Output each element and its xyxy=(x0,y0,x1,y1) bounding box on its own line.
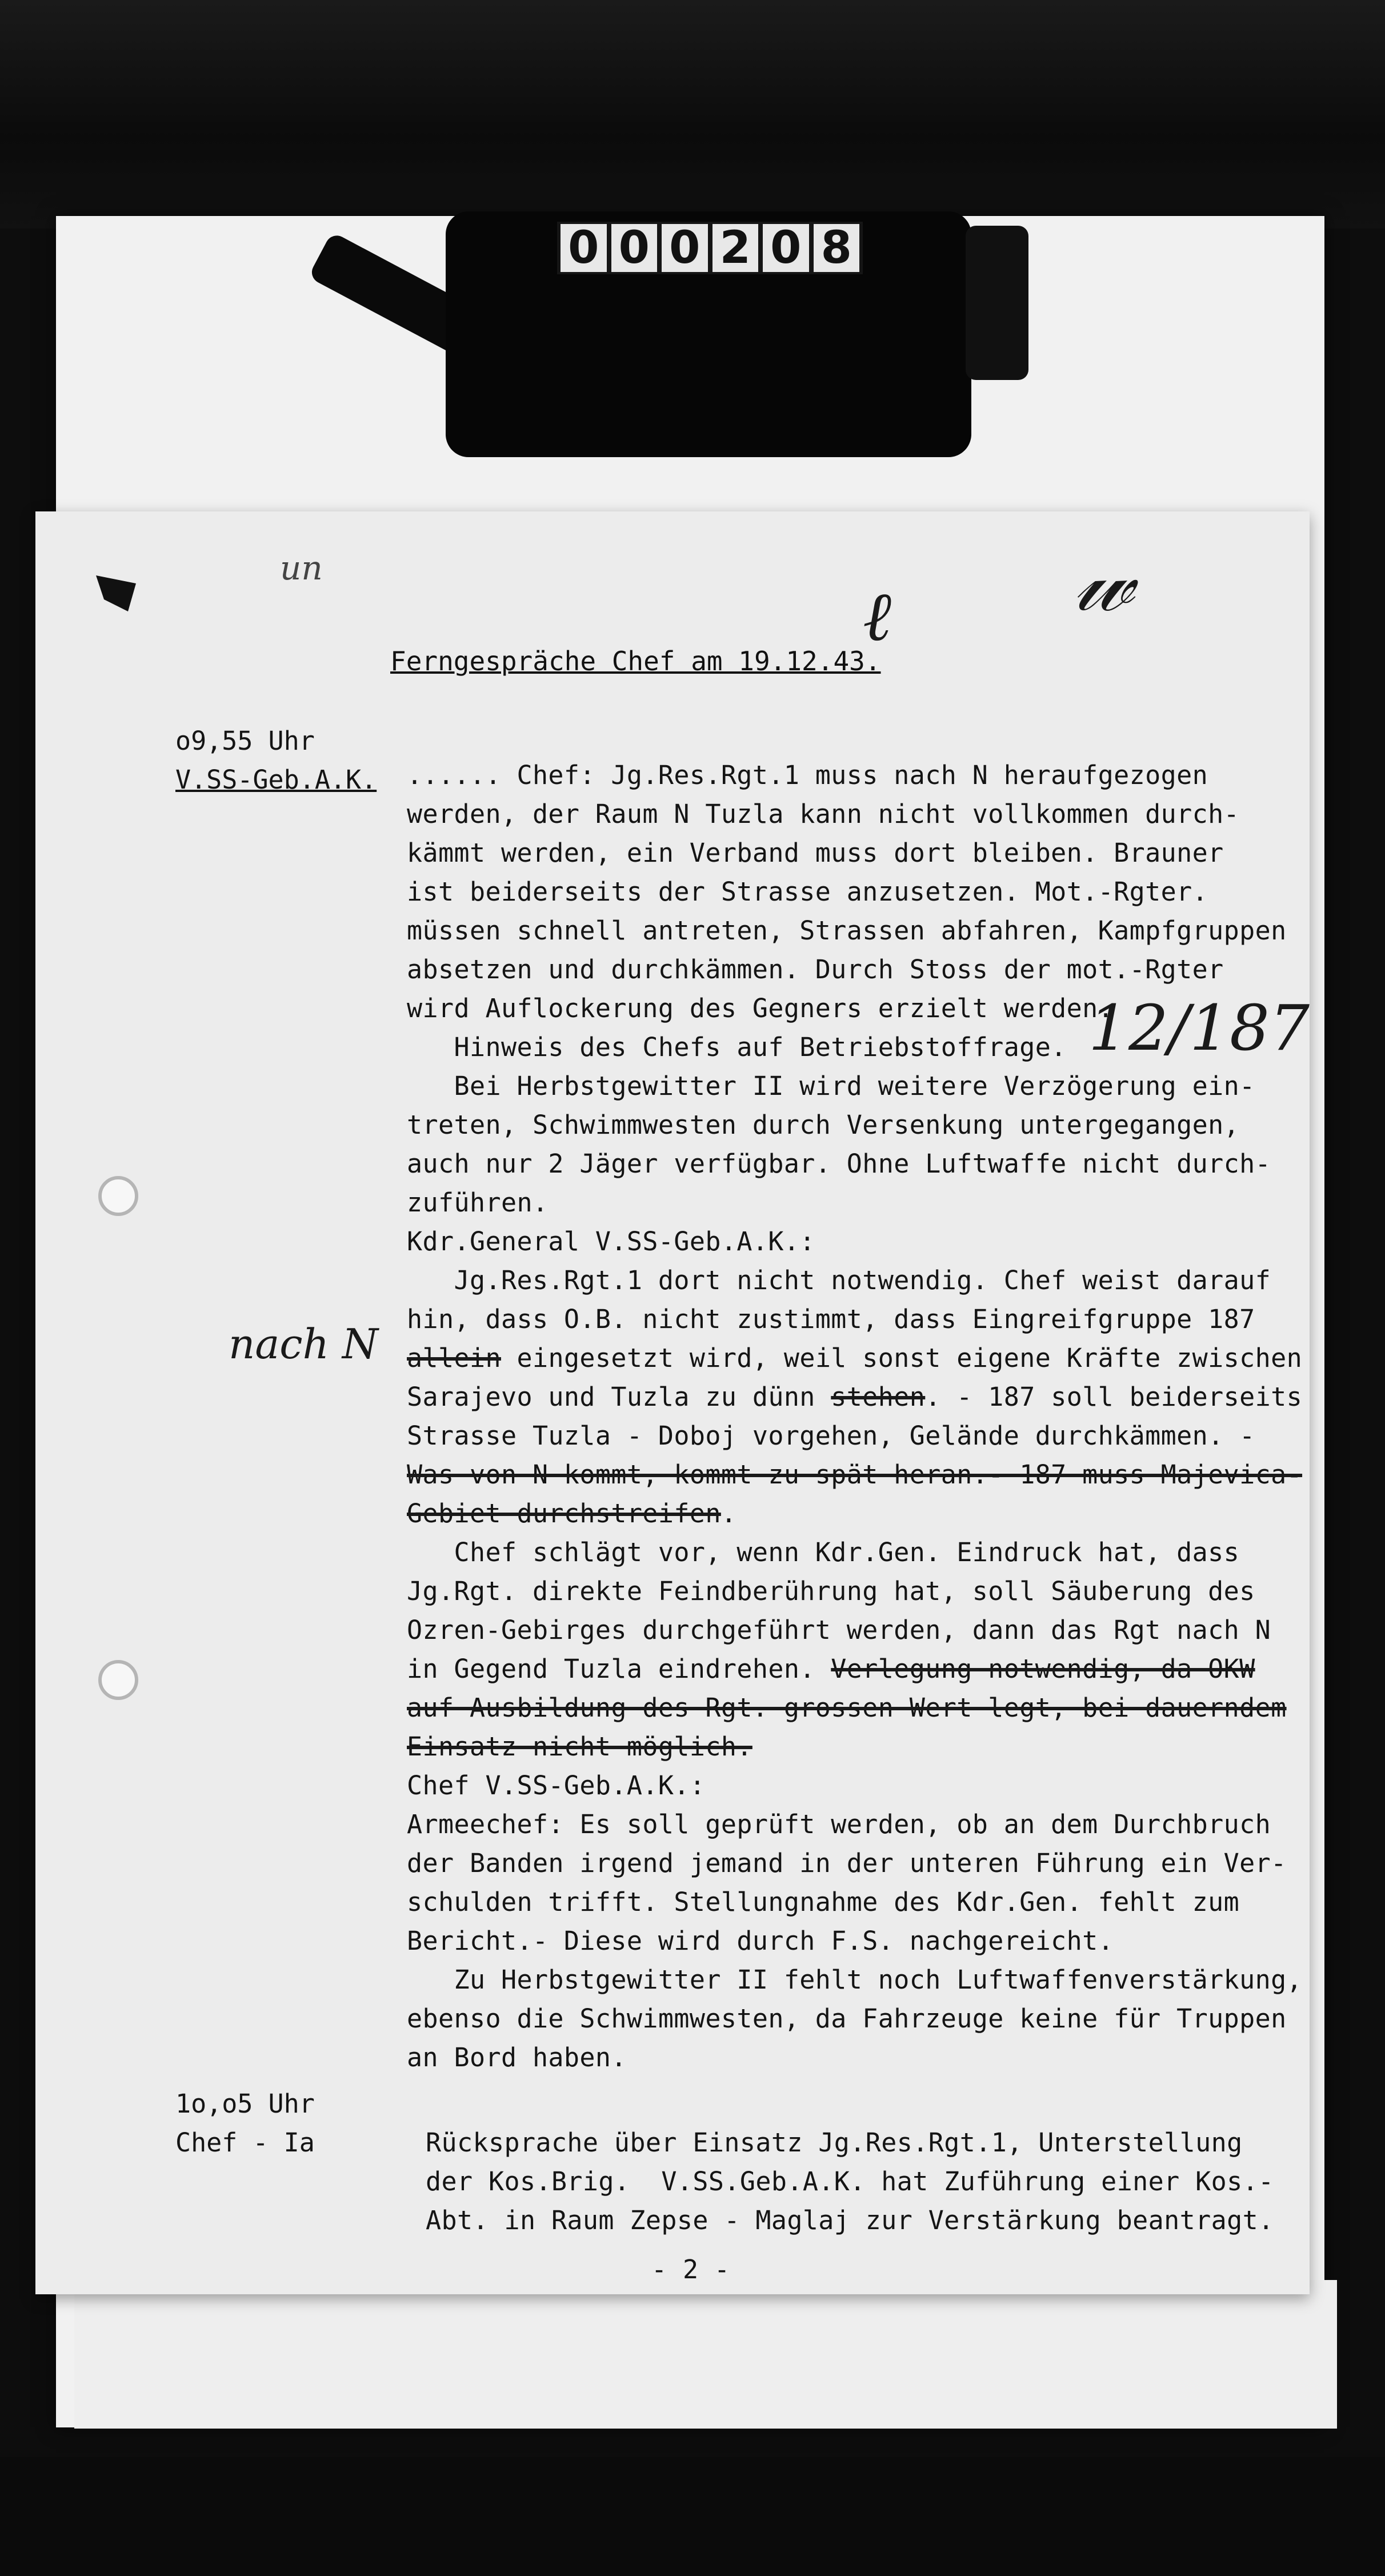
handwritten-code: 12/187 xyxy=(1088,991,1310,1065)
page-number: - 2 - xyxy=(651,2254,730,2285)
text-line: Jg.Res.Rgt.1 dort nicht notwendig. Chef weist darauf xyxy=(407,1265,1271,1295)
text-line: Abt. in Raum Zepse - Maglaj zur Verstärkung beantragt. xyxy=(426,2205,1274,2235)
film-border-top xyxy=(0,0,1385,229)
text-line: absetzen und durchkämmen. Durch Stoss der mot.-Rgter xyxy=(407,954,1224,985)
text-fragment: . xyxy=(720,1498,737,1529)
text-line-mixed xyxy=(407,1343,1302,1373)
text-line-mixed xyxy=(407,1382,1302,1412)
entry-sender: Chef - Ia xyxy=(175,2127,315,2158)
text-line: müssen schnell antreten, Strassen abfahren, Kampfgruppen xyxy=(407,915,1287,946)
entry-sender: V.SS-Geb.A.K. xyxy=(175,765,377,795)
struck-text: stehen xyxy=(831,1382,926,1412)
text-line: Ozren-Gebirges durchgeführt werden, dann das Rgt nach N xyxy=(407,1615,1271,1645)
text-fragment: Sarajevo und Tuzla zu dünn xyxy=(407,1382,831,1412)
counter-digit: 0 xyxy=(662,224,708,272)
text-line: ist beiderseits der Strasse anzusetzen. Mot.-Rgter. xyxy=(407,877,1208,907)
text-line: auch nur 2 Jäger verfügbar. Ohne Luftwaffe nicht durch- xyxy=(407,1149,1271,1179)
counter-knob xyxy=(966,226,1028,380)
text-line: Armeechef: Es soll geprüft werden, ob an dem Durchbruch xyxy=(407,1809,1271,1839)
text-line: Bericht.- Diese wird durch F.S. nachgereicht. xyxy=(407,1926,1114,1956)
text-line: hin, dass O.B. nicht zustimmt, dass Eingreifgruppe 187 xyxy=(407,1304,1255,1334)
text-line: treten, Schwimmwesten durch Versenkung untergegangen, xyxy=(407,1110,1240,1140)
page-title: Ferngespräche Chef am 19.12.43. xyxy=(390,646,881,677)
counter-digit: 2 xyxy=(712,224,759,272)
counter-digit: 0 xyxy=(763,224,809,272)
text-line: Jg.Rgt. direkte Feindberührung hat, soll Säuberung des xyxy=(407,1576,1255,1606)
struck-text: Gebiet durchstreifen xyxy=(407,1498,721,1529)
struck-line: auf Ausbildung des Rgt. grossen Wert legt, bei dauerndem xyxy=(407,1693,1287,1723)
struck-text: Verlegung notwendig, da OKW xyxy=(831,1654,1255,1684)
text-fragment: in Gegend Tuzla eindrehen. xyxy=(407,1654,831,1684)
struck-line: Was von N kommt, kommt zu spät heran.- 187 muss Majevica- xyxy=(407,1459,1303,1490)
text-fragment: eingesetzt wird, weil sonst eigene Kräfte zwischen xyxy=(501,1343,1303,1373)
text-line: Bei Herbstgewitter II wird weitere Verzögerung ein- xyxy=(407,1071,1255,1101)
entry-time: o9,55 Uhr xyxy=(175,726,315,756)
text-line: Kdr.General V.SS-Geb.A.K.: xyxy=(407,1226,815,1257)
text-line: wird Auflockerung des Gegners erzielt werden. xyxy=(407,993,1114,1023)
text-line: Hinweis des Chefs auf Betriebstoffrage. xyxy=(407,1032,1067,1062)
punch-hole xyxy=(98,1660,138,1700)
handwritten-title-mark: ℓ xyxy=(863,577,891,657)
counter-digit: 8 xyxy=(814,224,860,272)
struck-line: Einsatz nicht möglich. xyxy=(407,1731,752,1762)
text-line: an Bord haben. xyxy=(407,2042,627,2073)
punch-hole xyxy=(98,1176,138,1216)
reel-counter xyxy=(557,222,863,274)
text-line: der Banden irgend jemand in der unteren Führung ein Ver- xyxy=(407,1848,1287,1878)
text-line: Chef V.SS-Geb.A.K.: xyxy=(407,1770,706,1801)
text-line: zuführen. xyxy=(407,1187,549,1218)
text-line: schulden trifft. Stellungnahme des Kdr.Gen. fehlt zum xyxy=(407,1887,1240,1917)
struck-text: allein xyxy=(407,1343,501,1373)
text-line: der Kos.Brig. V.SS.Geb.A.K. hat Zuführung einer Kos.- xyxy=(426,2166,1274,2197)
entry-time: 1o,o5 Uhr xyxy=(175,2089,315,2119)
handwritten-scribble: un xyxy=(280,549,323,587)
text-line: Chef schlägt vor, wenn Kdr.Gen. Eindruck hat, dass xyxy=(407,1537,1240,1567)
film-border-bottom xyxy=(0,2457,1385,2576)
text-line: Zu Herbstgewitter II fehlt noch Luftwaffenverstärkung, xyxy=(407,1965,1303,1995)
counter-digit: 0 xyxy=(561,224,607,272)
text-line: Rücksprache über Einsatz Jg.Res.Rgt.1, Unterstellung xyxy=(426,2127,1243,2158)
text-line: ebenso die Schwimmwesten, da Fahrzeuge keine für Truppen xyxy=(407,2003,1287,2034)
handwritten-margin-note: nach N xyxy=(229,1320,378,1368)
handwritten-initial: 𝓌 xyxy=(1074,531,1134,631)
text-line: werden, der Raum N Tuzla kann nicht vollkommen durch- xyxy=(407,799,1240,829)
text-line: kämmt werden, ein Verband muss dort bleiben. Brauner xyxy=(407,838,1224,868)
text-fragment: . - 187 soll beiderseits xyxy=(925,1382,1303,1412)
text-line: ...... Chef: Jg.Res.Rgt.1 muss nach N heraufgezogen xyxy=(407,760,1208,790)
backing-sheet-lower xyxy=(74,2280,1337,2429)
text-line: Strasse Tuzla - Doboj vorgehen, Gelände durchkämmen. - xyxy=(407,1421,1255,1451)
text-line-mixed xyxy=(407,1498,736,1529)
counter-digit: 0 xyxy=(611,224,658,272)
text-line-mixed xyxy=(407,1654,1255,1684)
